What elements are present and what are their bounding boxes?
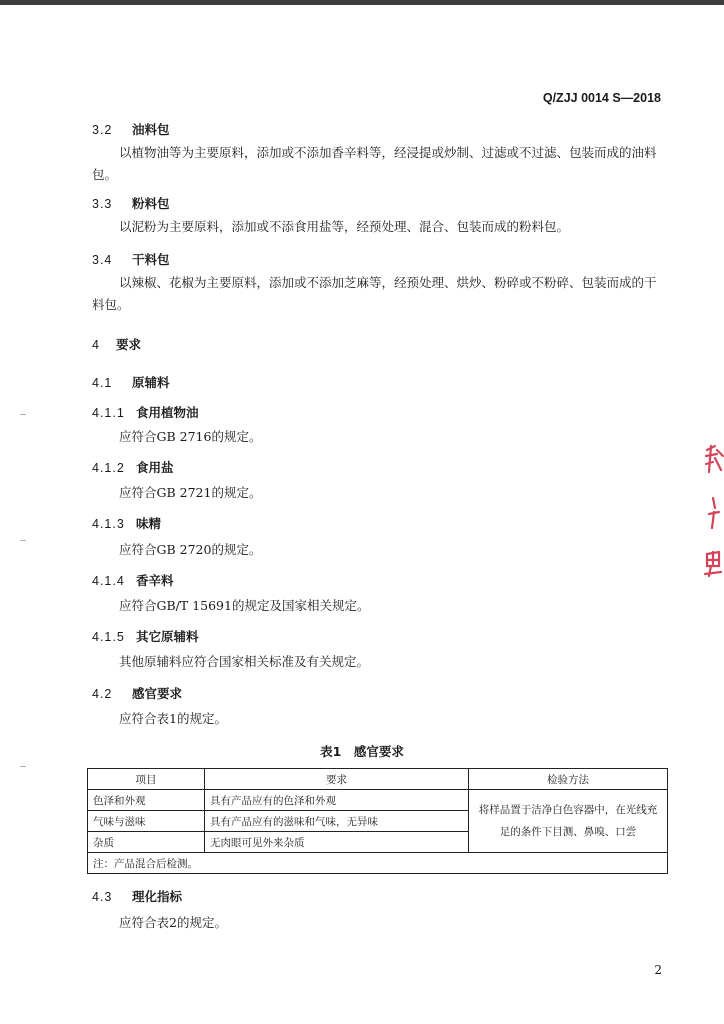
- page-number: 2: [654, 963, 662, 977]
- section-number: 3.3: [92, 197, 113, 211]
- section-title: 其它原辅料: [136, 629, 199, 644]
- section-text-4-1-4: 应符合GB/T 15691的规定及国家相关规定。: [119, 598, 370, 613]
- section-text-4-3: 应符合表2的规定。: [119, 915, 227, 930]
- table-header-row: [88, 769, 668, 790]
- section-number: 4.3: [92, 890, 113, 904]
- section-title: 食用植物油: [136, 405, 199, 420]
- section-heading-4-2: [92, 684, 182, 702]
- section-number: 3.4: [92, 253, 113, 267]
- section-heading-4-1-3: [92, 514, 161, 532]
- section-heading-4-1-2: [92, 458, 174, 476]
- section-heading-4-1: [92, 373, 170, 391]
- section-number: 4.1.5: [92, 630, 125, 644]
- table-header-cell: 项目: [88, 769, 205, 790]
- scan-mark: [20, 540, 26, 541]
- table-row: [88, 790, 668, 811]
- section-number: 4.1: [92, 376, 113, 390]
- section-heading-4-1-5: [92, 627, 199, 645]
- section-text-3-4: 以辣椒、花椒为主要原料，添加或不添加芝麻等，经预处理、烘炒、粉碎或不粉碎、包装而成的干料包。: [92, 275, 657, 312]
- table-note-row: [88, 853, 668, 874]
- table-cell-item: 色泽和外观: [88, 790, 205, 811]
- section-title: 感官要求: [132, 686, 183, 701]
- section-number: 4.1.3: [92, 517, 125, 531]
- table-cell-item: 气味与滋味: [88, 811, 205, 832]
- table-header-cell: 检验方法: [469, 769, 668, 790]
- section-heading-4-1-4: [92, 571, 174, 589]
- scan-mark: [20, 766, 26, 767]
- table-cell-requirement: 具有产品应有的色泽和外观: [205, 790, 469, 811]
- section-title: 要求: [116, 337, 142, 352]
- section-text-3-2: 以植物油等为主要原料，添加或不添加香辛料等，经浸提或炒制、过滤或不过滤、包装而成的油料包。: [92, 145, 657, 182]
- section-number: 4.1.1: [92, 406, 125, 420]
- section-number: 3.2: [92, 123, 113, 137]
- section-number: 4: [92, 338, 100, 352]
- section-number: 4.1.4: [92, 574, 125, 588]
- section-title: 味精: [136, 516, 162, 531]
- standard-code: Q/ZJJ 0014 S—2018: [542, 91, 661, 105]
- section-text-4-1-2: 应符合GB 2721的规定。: [119, 485, 262, 500]
- section-text-4-1-5: 其他原辅料应符合国家相关标准及有关规定。: [119, 654, 370, 669]
- table-cell-requirement: 具有产品应有的滋味和气味，无异味: [205, 811, 469, 832]
- table-cell-item: 杂质: [88, 832, 205, 853]
- scan-mark: [20, 414, 26, 415]
- table-note: 注：产品混合后检测。: [88, 853, 668, 874]
- table-cell-method: 将样品置于洁净白色容器中，在光线充足的条件下目测、鼻嗅、口尝: [469, 790, 668, 853]
- section-title: 油料包: [132, 122, 170, 137]
- section-title: 食用盐: [136, 460, 174, 475]
- section-title: 粉料包: [132, 196, 170, 211]
- sensory-requirements-table: [87, 768, 668, 874]
- section-heading-3-3: [92, 194, 170, 212]
- section-text-3-3: 以泥粉为主要原料，添加或不添食用盐等，经预处理、混合、包装而成的粉料包。: [119, 219, 570, 234]
- section-heading-4: [92, 335, 141, 353]
- section-heading-4-1-1: [92, 403, 199, 421]
- section-heading-3-4: [92, 250, 170, 268]
- section-title: 理化指标: [132, 889, 183, 904]
- section-title: 干料包: [132, 252, 170, 267]
- section-title: 原辅料: [132, 375, 170, 390]
- section-number: 4.2: [92, 687, 113, 701]
- section-text-4-1-1: 应符合GB 2716的规定。: [119, 429, 262, 444]
- section-text-4-2: 应符合表1的规定。: [119, 711, 227, 726]
- section-text-4-1-3: 应符合GB 2720的规定。: [119, 542, 262, 557]
- table-caption: 表1 感官要求: [320, 744, 404, 759]
- section-heading-3-2: [92, 120, 170, 138]
- table-header-cell: 要求: [205, 769, 469, 790]
- section-number: 4.1.2: [92, 461, 125, 475]
- section-title: 香辛料: [136, 573, 174, 588]
- section-heading-4-3: [92, 887, 182, 905]
- table-cell-requirement: 无肉眼可见外来杂质: [205, 832, 469, 853]
- top-border-line: [0, 0, 724, 5]
- red-seal-stamp: [703, 442, 724, 602]
